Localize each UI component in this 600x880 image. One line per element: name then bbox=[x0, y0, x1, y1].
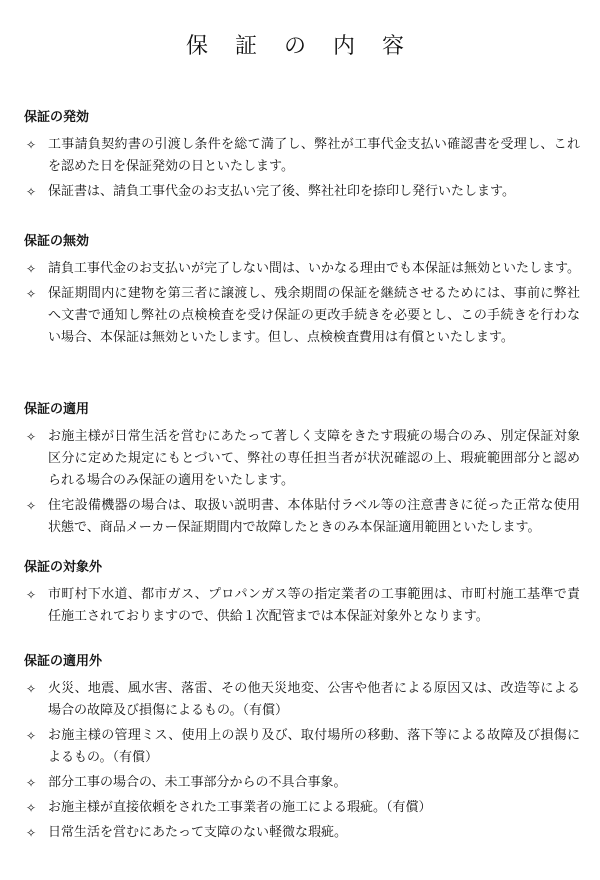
sparkle-bullet-icon: ✧ bbox=[25, 801, 37, 815]
list-item bbox=[24, 426, 580, 492]
bullet-list bbox=[24, 678, 580, 844]
bullet-list bbox=[24, 258, 580, 349]
list-item bbox=[24, 797, 580, 819]
list-item bbox=[24, 258, 580, 280]
sparkle-bullet-icon: ✧ bbox=[25, 729, 37, 743]
sparkle-bullet-icon: ✧ bbox=[25, 682, 37, 696]
section-heading: 保証の発効 bbox=[24, 110, 90, 125]
bullet-list bbox=[24, 134, 580, 203]
section-warranty-effective bbox=[24, 108, 580, 206]
sparkle-bullet-icon: ✧ bbox=[25, 287, 37, 301]
list-item-text: 工事請負契約書の引渡し条件を総て満了し、弊社が工事代金支払い確認書を受理し、これを認めた日を保証発効の日といたします。 bbox=[48, 137, 580, 174]
bullet-list bbox=[24, 426, 580, 539]
list-item-text: 保証期間内に建物を第三者に譲渡し、残余期間の保証を継続させるためには、事前に弊社へ文書で通知し弊社の点検検査を受け保証の更改手続きを必要とし、この手続きを行わない場合、本保証は無効といたします。但し、点検検査費用は有償といたします。 bbox=[48, 286, 580, 345]
list-item-text: 住宅設備機器の場合は、取扱い説明書、本体貼付ラベル等の注意書きに従った正常な使用状態で、商品メーカー保証期間内で故障したときのみ本保証適用範囲といたします。 bbox=[48, 498, 580, 535]
list-item bbox=[24, 495, 580, 539]
list-item-text: 保証書は、請負工事代金のお支払い完了後、弊社社印を捺印し発行いたします。 bbox=[48, 184, 515, 199]
section-warranty-void bbox=[24, 232, 580, 352]
section-heading: 保証の無効 bbox=[24, 234, 90, 249]
section-warranty-not-applicable bbox=[24, 652, 580, 847]
list-item-text: 市町村下水道、都市ガス、プロパンガス等の指定業者の工事範囲は、市町村施工基準で責任施工されておりますので、供給１次配管までは本保証対象外となります。 bbox=[48, 587, 580, 624]
list-item bbox=[24, 822, 580, 844]
list-item-text: 部分工事の場合の、未工事部分からの不具合事象。 bbox=[48, 775, 347, 790]
section-warranty-application bbox=[24, 400, 580, 542]
sparkle-bullet-icon: ✧ bbox=[25, 499, 37, 513]
list-item bbox=[24, 678, 580, 722]
list-item-text: 火災、地震、風水害、落雷、その他天災地変、公害や他者による原因又は、改造等による場合の故障及び損傷によるもの。（有償） bbox=[48, 681, 580, 718]
list-item bbox=[24, 772, 580, 794]
list-item bbox=[24, 725, 580, 769]
list-item-text: お施主様の管理ミス、使用上の誤り及び、取付場所の移動、落下等による故障及び損傷によるもの。（有償） bbox=[48, 728, 580, 765]
list-item bbox=[24, 584, 580, 628]
section-heading: 保証の適用 bbox=[24, 402, 90, 417]
list-item-text: お施主様が日常生活を営むにあたって著しく支障をきたす瑕疵の場合のみ、別定保証対象区分に定めた規定にもとづいて、弊社の専任担当者が状況確認の上、瑕疵範囲部分と認められる場合のみ保証の適用をいたします。 bbox=[48, 429, 580, 488]
section-warranty-exclusions bbox=[24, 558, 580, 631]
sparkle-bullet-icon: ✧ bbox=[25, 430, 37, 444]
list-item bbox=[24, 181, 580, 203]
sparkle-bullet-icon: ✧ bbox=[25, 826, 37, 840]
list-item-text: 日常生活を営むにあたって支障のない軽微な瑕疵。 bbox=[48, 825, 348, 840]
sparkle-bullet-icon: ✧ bbox=[25, 138, 37, 152]
section-heading: 保証の対象外 bbox=[24, 560, 103, 575]
list-item-text: お施主様が直接依頼をされた工事業者の施工による瑕疵。（有償） bbox=[48, 800, 432, 815]
list-item bbox=[24, 134, 580, 178]
list-item-text: 請負工事代金のお支払いが完了しない間は、いかなる理由でも本保証は無効といたします。 bbox=[48, 261, 580, 276]
bullet-list bbox=[24, 584, 580, 628]
list-item bbox=[24, 283, 580, 349]
sparkle-bullet-icon: ✧ bbox=[25, 588, 37, 602]
section-heading: 保証の適用外 bbox=[24, 654, 103, 669]
sparkle-bullet-icon: ✧ bbox=[25, 262, 37, 276]
sparkle-bullet-icon: ✧ bbox=[25, 185, 37, 199]
document-title: 保 証 の 内 容 bbox=[186, 34, 414, 59]
sparkle-bullet-icon: ✧ bbox=[25, 776, 37, 790]
